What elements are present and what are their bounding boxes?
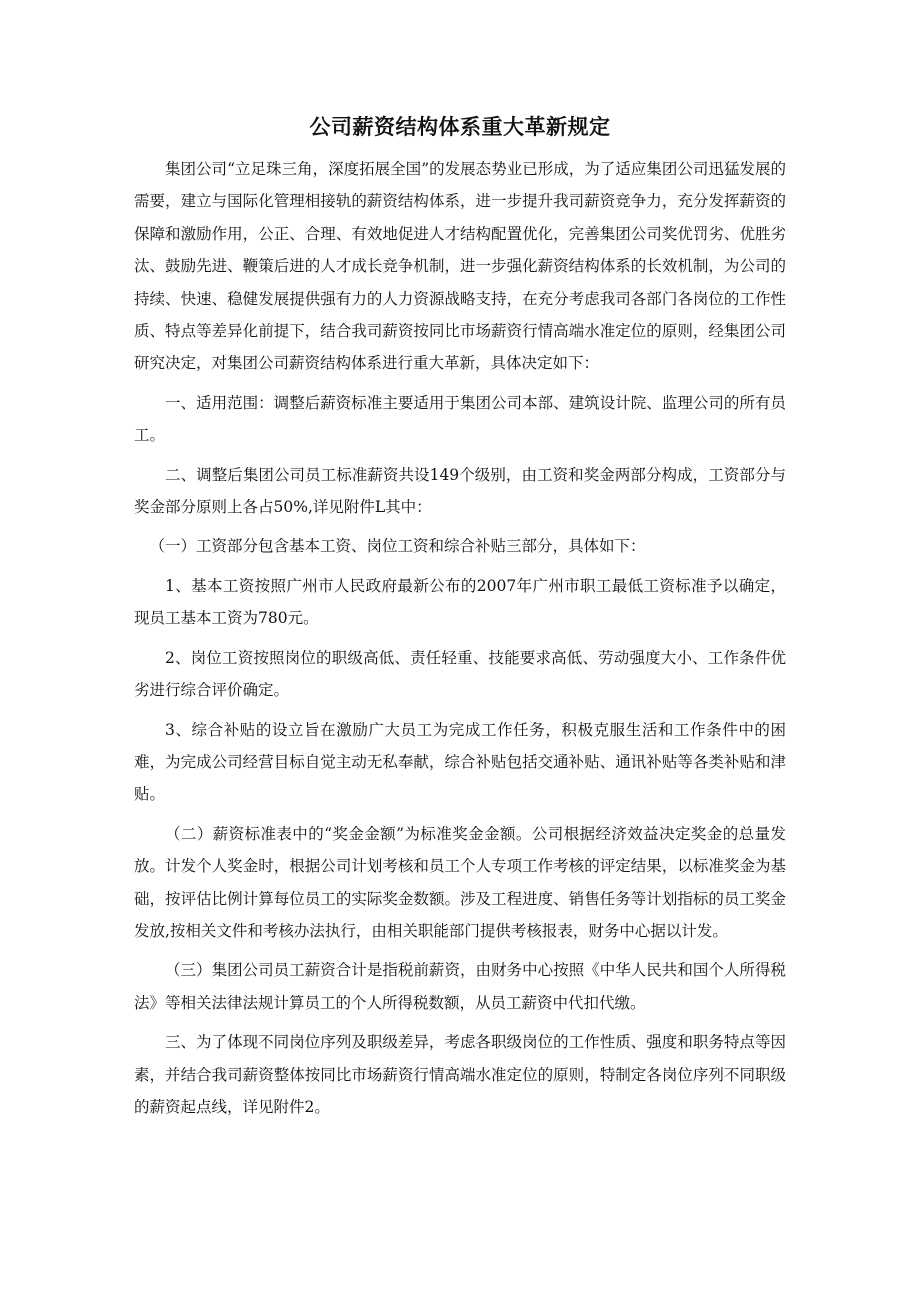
- paragraph-scope: 一、适用范围：调整后薪资标准主要适用于集团公司本部、建筑设计院、监理公司的所有员工。: [134, 393, 786, 445]
- paragraph-allowance: 3、综合补贴的设立旨在激励广大员工为完成工作任务，积极克服生活和工作条件中的困难，为完成公司经营目标自觉主动无私奉献，综合补贴包括交通补贴、通讯补贴等各类补贴和津贴。: [134, 720, 786, 804]
- paragraph-start-line: 三、为了体现不同岗位序列及职级差异，考虑各职级岗位的工作性质、强度和职务特点等因素，并结合我司薪资整体按同比市场薪资行情高端水准定位的原则，特制定各岗位序列不同职级的薪资起点线，详见附件2。: [134, 1033, 786, 1116]
- paragraph-salary-levels: 二、调整后集团公司员工标准薪资共设149个级别，由工资和奖金两部分构成，工资部分与奖金部分原则上各占50%,详见附件L其中：: [134, 465, 786, 517]
- paragraph-tax: （三）集团公司员工薪资合计是指税前薪资，由财务中心按照《中华人民共和国个人所得税法》等相关法律法规计算员工的个人所得税数额，从员工薪资中代扣代缴。: [134, 961, 786, 1012]
- paragraph-post-wage: 2、岗位工资按照岗位的职级高低、责任轻重、技能要求高低、劳动强度大小、工作条件优劣进行综合评价确定。: [134, 648, 786, 700]
- document-title: 公司薪资结构体系重大革新规定: [309, 115, 611, 139]
- paragraph-base-wage: 1、基本工资按照广州市人民政府最新公布的2007年广州市职工最低工资标准予以确定，现员工基本工资为780元。: [134, 576, 786, 628]
- paragraph-bonus: （二）薪资标准表中的“奖金金额”为标准奖金金额。公司根据经济效益决定奖金的总量发放。计发个人奖金时，根据公司计划考核和员工个人专项工作考核的评定结果，以标准奖金为基础，按评估比例计算每位员工的实际奖金数额。涉及工程进度、销售任务等计划指标的员工奖金发放,按相关文件和考核办法执行，由相关职能部门提供考核报表，财务中心据以计发。: [134, 824, 786, 940]
- paragraph-intro: 集团公司“立足珠三角，深度拓展全国”的发展态势业已形成，为了适应集团公司迅猛发展的需要，建立与国际化管理相接轨的薪资结构体系，进一步提升我司薪资竞争力，充分发挥薪资的保障和激励作用，公正、合理、有效地促进人才结构配置优化，完善集团公司奖优罚劣、优胜劣汰、鼓励先进、鞭策后进的人才成长竞争机制，进一步强化薪资结构体系的长效机制，为公司的持续、快速、稳健发展提供强有力的人力资源战略支持，在充分考虑我司各部门各岗位的工作性质、特点等差异化前提下，结合我司薪资按同比市场薪资行情高端水准定位的原则，经集团公司研究决定，对集团公司薪资结构体系进行重大革新，具体决定如下：: [134, 160, 786, 373]
- paragraph-wage-parts: （一）工资部分包含基本工资、岗位工资和综合补贴三部分，具体如下：: [149, 537, 646, 556]
